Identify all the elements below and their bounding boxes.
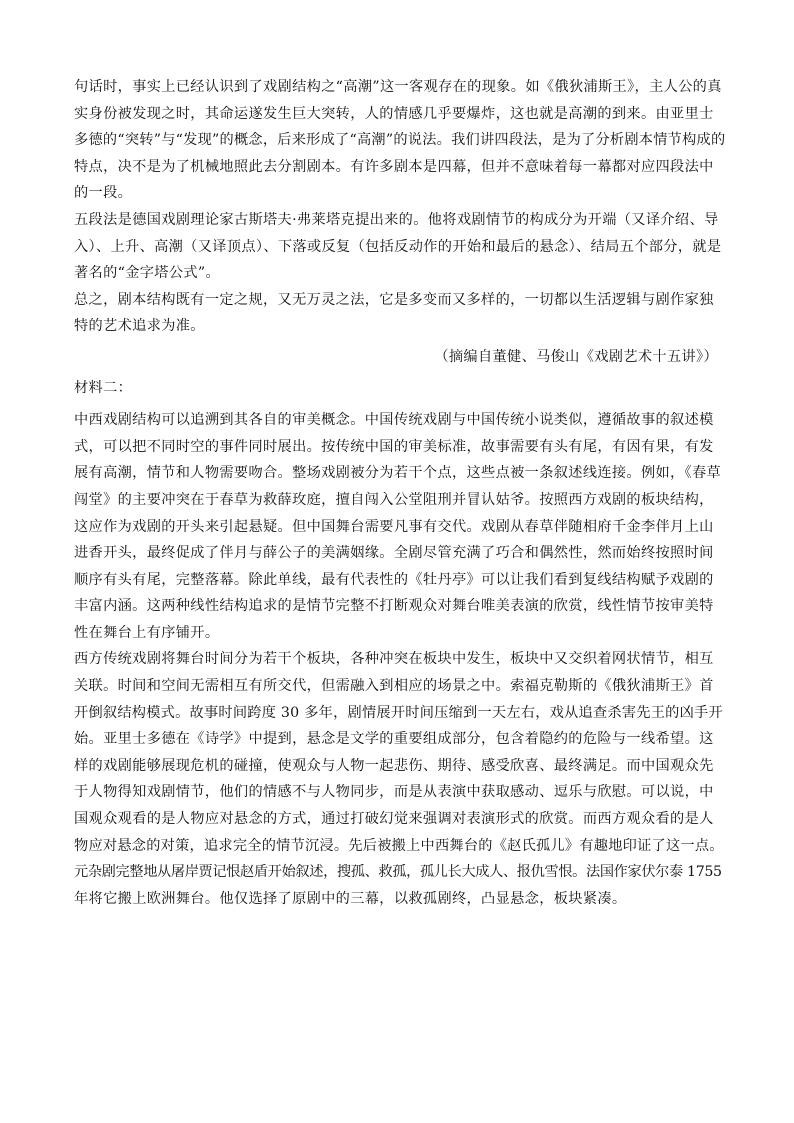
text-line: 特的艺术追求为准。	[74, 318, 205, 335]
text-line: 关联。时间和空间无需相互有所交代，但需融入到相应的场景之中。索福克勒斯的《俄狄浦斯王》首	[74, 678, 714, 695]
text-line: 国观众观看的是人物应对悬念的方式，通过打破幻觉来强调对表演形式的欣赏。而西方观众看的是人	[74, 811, 714, 828]
document-page	[74, 74, 724, 912]
text-line: 西方传统戏剧将舞台时间分为若干个板块，各种冲突在板块中发生，板块中又交织着网状情节，相互	[74, 651, 714, 668]
text-line: 中西戏剧结构可以追溯到其各自的审美概念。中国传统戏剧与中国传统小说类似，遵循故事的叙述模	[74, 412, 714, 429]
text-line: 特点，决不是为了机械地照此去分割剧本。有许多剧本是四幕，但并不意味着每一幕都对应四段法中	[74, 158, 714, 175]
text-line: 始。亚里士多德在《诗学》中提到，悬念是文学的重要组成部分，包含着隐约的危险与一线希望。这	[74, 731, 714, 748]
paragraph-p4	[74, 407, 724, 646]
text-line: 进香开头，最终促成了伴月与薛公子的美满姻缘。全剧尽管充满了巧合和偶然性，然而始终按照时间	[74, 545, 714, 562]
paragraph-p1	[74, 74, 724, 207]
text-line: 性在舞台上有序铺开。	[74, 624, 220, 641]
text-line: 顺序有头有尾，完整落幕。除此单线，最有代表性的《牡丹亭》可以让我们看到复线结构赋予戏剧的	[74, 571, 714, 588]
paragraph-p5	[74, 646, 724, 912]
text-line: 元杂剧完整地从屠岸贾记恨赵盾开始叙述，搜孤、救孤，孤儿长大成人、报仇雪恨。法国作家伏尔泰 1755	[74, 864, 722, 881]
text-line: 多德的“突转”与“发现”的概念，后来形成了“高潮”的说法。我们讲四段法，是为了分析剧本情节构成的	[74, 132, 726, 149]
section-heading-material-2: 材料二：	[74, 379, 133, 396]
text-line: 年将它搬上欧洲舞台。他仅选择了原剧中的三幕，以救孤剧终，凸显悬念，板块紧凑。	[74, 890, 627, 907]
text-line: 这应作为戏剧的开头来引起悬疑。但中国舞台需要凡事有交代。戏剧从春草伴随相府千金李伴月上山	[74, 518, 714, 535]
text-line: 开倒叙结构模式。故事时间跨度 30 多年，剧情展开时间压缩到一天左右，戏从追查杀害先王的凶手开	[74, 704, 723, 721]
text-line: 样的戏剧能够展现危机的碰撞，使观众与人物一起悲伤、期待、感受欣喜、最终满足。而中国观众先	[74, 757, 714, 774]
text-line: 总之，剧本结构既有一定之规，又无万灵之法，它是多变而又多样的，一切都以生活逻辑与剧作家独	[74, 291, 714, 308]
text-line: 闯堂》的主要冲突在于春草为救薛玫庭，擅自闯入公堂阻刑并冒认姑爷。按照西方戏剧的板块结构，	[74, 491, 714, 508]
paragraph-p3	[74, 287, 724, 340]
text-line: 入）、上升、高潮（又译顶点）、下落或反复（包括反动作的开始和最后的悬念）、结局五个部分，就是	[74, 238, 722, 255]
text-line: 五段法是德国戏剧理论家古斯塔夫·弗莱塔克提出来的。他将戏剧情节的构成分为开端（又译介绍、导	[74, 211, 719, 228]
text-line: 句话时，事实上已经认识到了戏剧结构之“高潮”这一客观存在的现象。如《俄狄浦斯王》，主人公的真	[74, 79, 722, 95]
text-line: 于人物得知戏剧情节，他们的情感不与人物同步，而是从表演中获取感动、逗乐与欣慰。可以说，中	[74, 784, 714, 801]
text-line: 物应对悬念的对策，追求完全的情节沉浸。先后被搬上中西舞台的《赵氏孤儿》有趣地印证了这一点。	[74, 837, 724, 854]
text-line: 著名的“金字塔公式”。	[74, 265, 221, 282]
text-line: 丰富内涵。这两种线性结构追求的是情节完整不打断观众对舞台唯美表演的欣赏，线性情节按审美特	[74, 598, 714, 615]
paragraph-p2	[74, 207, 724, 287]
source-attribution: （摘编自董健、马俊山《戏剧艺术十五讲》）	[434, 348, 718, 365]
text-line: 式，可以把不同时空的事件同时展出。按传统中国的审美标准，故事需要有头有尾，有因有果，有发	[74, 438, 714, 455]
text-line: 展有高潮，情节和人物需要吻合。整场戏剧被分为若干个点，这些点被一条叙述线连接。例如，《春草	[74, 465, 722, 482]
text-line: 实身份被发现之时，其命运遂发生巨大突转，人的情感几乎要爆炸，这也就是高潮的到来。由亚里士	[74, 105, 714, 122]
text-line: 的一段。	[74, 185, 133, 202]
